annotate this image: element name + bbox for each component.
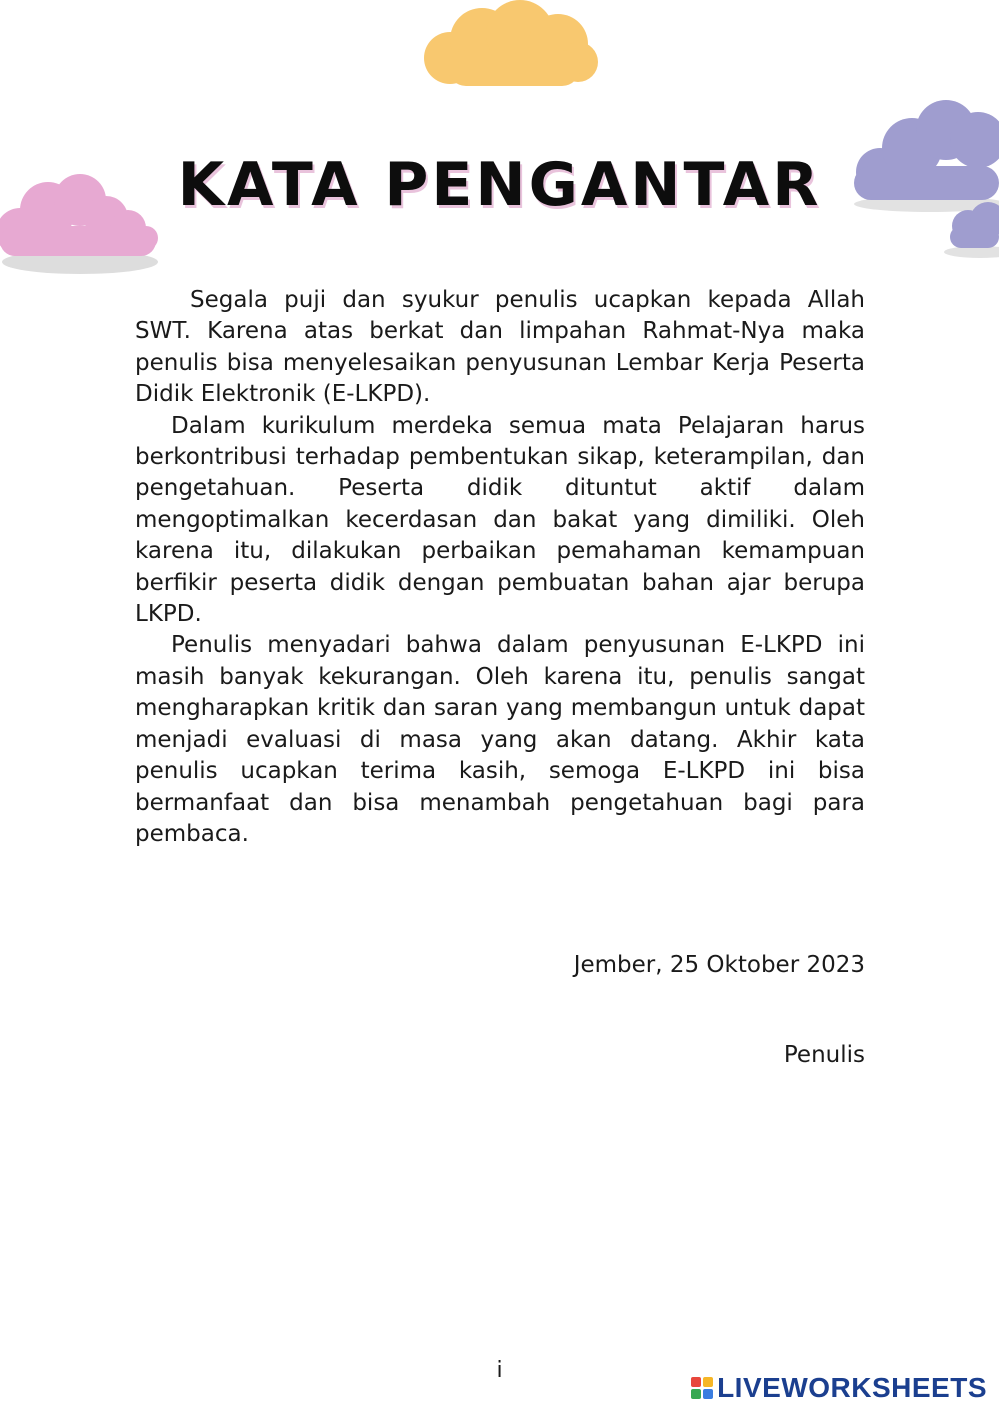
paragraph-2: Dalam kurikulum merdeka semua mata Pelajaran harus berkontribusi terhadap pembentukan sikap, keterampilan, dan pengetahuan. Peserta didik dituntut aktif dalam mengoptimalkan kecerdasan dan bakat yang dimiliki. Oleh karena itu, dilakukan perbaikan pemahaman kemampuan berfikir peserta didik dengan pembuatan bahan ajar berupa LKPD. — [135, 412, 865, 628]
paragraph-1: Segala puji dan syukur penulis ucapkan kepada Allah SWT. Karena atas berkat dan limpahan Rahmat-Nya maka penulis bisa menyelesaikan penyusunan Lembar Kerja Peserta Didik Elektronik (E-LKPD). — [135, 287, 865, 408]
place-date: Jember, 25 Oktober 2023 — [573, 952, 865, 978]
liveworksheets-logo-icon — [691, 1377, 713, 1399]
body-text — [135, 285, 865, 850]
brand-name: LIVEWORKSHEETS — [717, 1372, 987, 1403]
page-title: KATA PENGANTAR — [177, 150, 822, 220]
author-signoff: Penulis — [783, 1042, 865, 1068]
paragraph-3: Penulis menyadari bahwa dalam penyusunan E-LKPD ini masih banyak kekurangan. Oleh karena itu, penulis sangat mengharapkan kritik dan saran yang membangun untuk dapat menjadi evaluasi di masa yang akan datang. Akhir kata penulis ucapkan terima kasih, semoga E-LKPD ini bisa bermanfaat dan bisa menambah pengetahuan bagi para pembaca. — [135, 632, 865, 847]
page-number: i — [496, 1358, 503, 1383]
yellow-cloud-icon — [420, 0, 600, 92]
liveworksheets-brand[interactable] — [691, 1372, 987, 1404]
